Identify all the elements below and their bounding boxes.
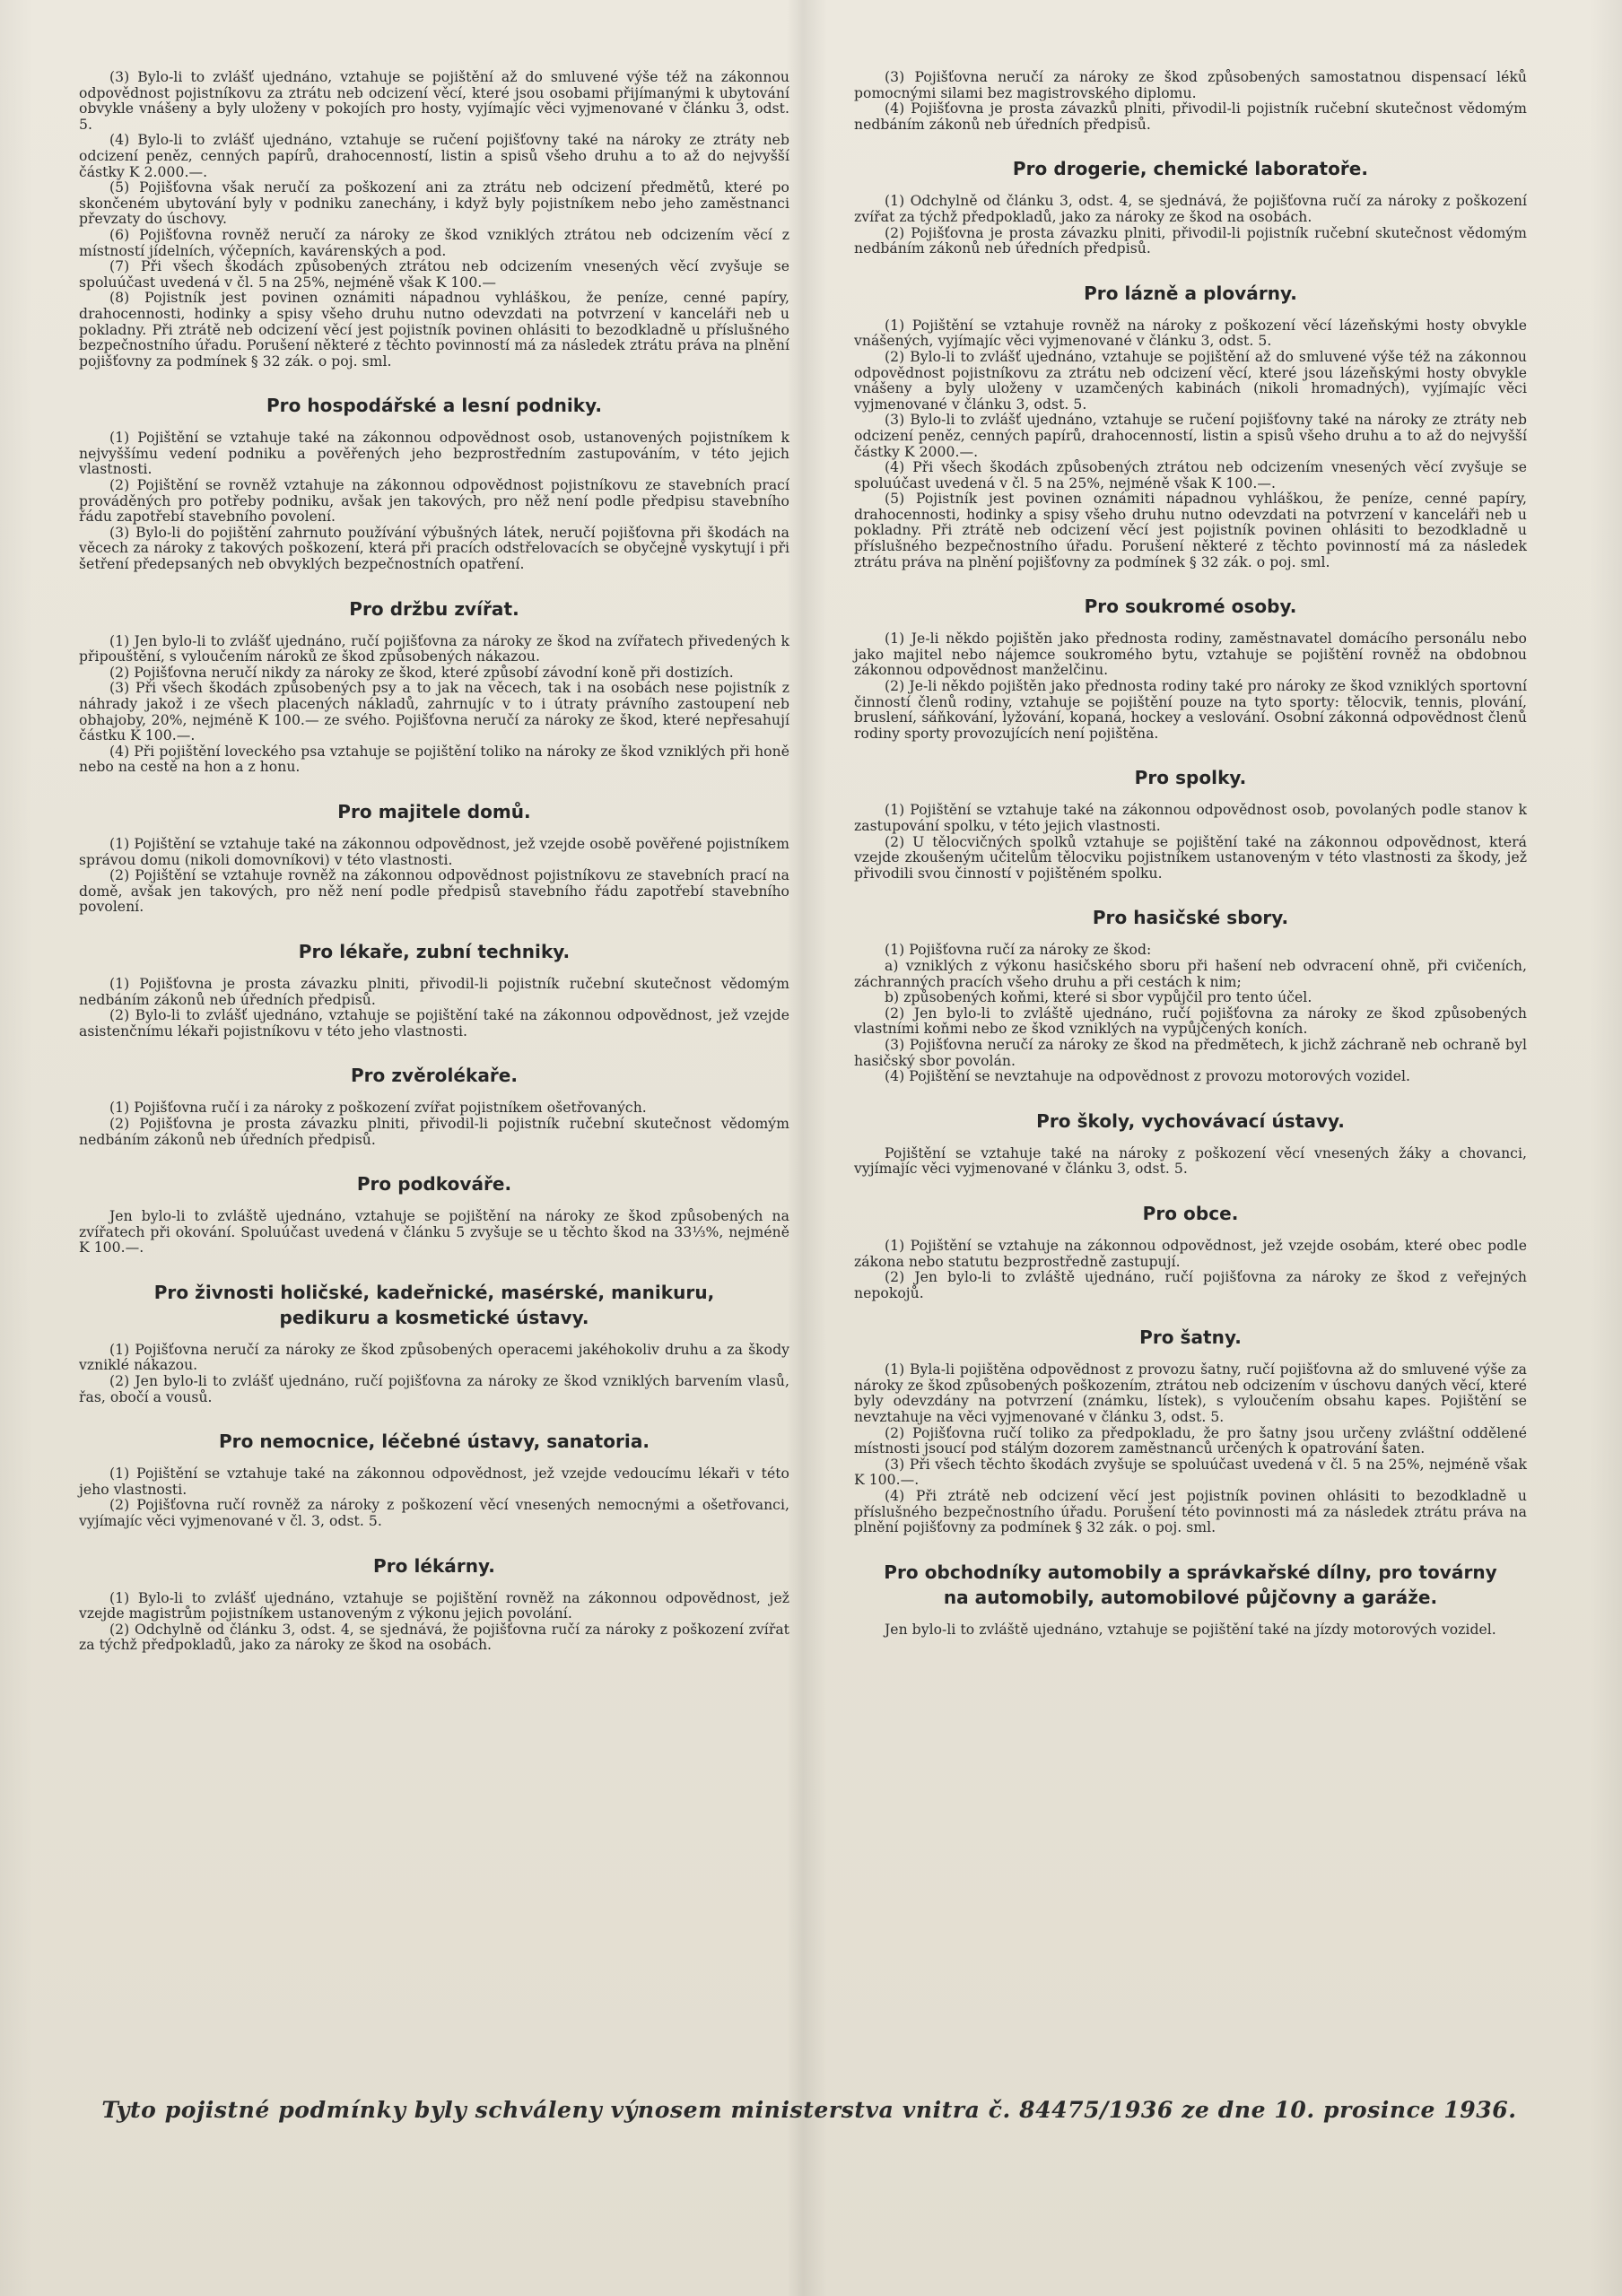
paragraph: (4) Bylo-li to zvlášť ujednáno, vztahuje se ručení pojišťovny také na nároky ze ztráty neb odcizení peněz, cenných papírů, drahocenností, listin a spisů všeho druhu a to až do nejvyšší částky K 2.000.—. <box>79 132 789 180</box>
paragraph: (3) Pojišťovna neručí za nároky ze škod na předmětech, k jichž záchraně neb ochraně byl hasičský sbor povolán. <box>854 1036 1527 1069</box>
paragraph: (4) Při ztrátě neb odcizení věcí jest pojistník povinen ohlásiti to bezodkladně u příslušného bezpečnostního úřadu. Porušení této povinnosti má za následek ztrátu práva na plnění pojišťovny za podmínek § 32 zák. o poj. sml. <box>854 1488 1527 1536</box>
paragraph: (3) Bylo-li to zvlášť ujednáno, vztahuje se ručení pojišťovny také na nároky ze ztráty neb odcizení peněz, cenných papírů, drahocenností, listin a spisů všeho druhu a to až do nejvyšší částky K 2000.—. <box>854 412 1527 460</box>
section-soukrome-osoby <box>854 596 1527 742</box>
section-zverolekare <box>79 1065 789 1148</box>
paragraph: (1) Pojišťovna neručí za nároky ze škod způsobených operacemi jakéhokoliv druhu a za škody vzniklé nákazou. <box>79 1341 789 1374</box>
section-title-continued: na automobily, automobilové půjčovny a garáže. <box>943 1586 1438 1608</box>
section-automobily <box>854 1561 1527 1639</box>
right-intro <box>854 70 1527 133</box>
section-hospodarske <box>79 395 789 572</box>
paragraph: (1) Bylo-li to zvlášť ujednáno, vztahuje se pojištění rovněž na zákonnou odpovědnost, jež vzejde magistrům pojistníkem ustanoveným z výkonu jejich povolání. <box>79 1589 789 1622</box>
paragraph: (2) Pojišťovna neručí nikdy za nároky ze škod, které způsobí závodní koně při dostizích. <box>109 664 734 681</box>
section-title: Pro zvěrolékaře. <box>350 1065 519 1087</box>
section-nemocnice <box>79 1431 789 1529</box>
paragraph: (2) Pojištění se vztahuje rovněž na zákonnou odpovědnost pojistníkovu ze stavebních prací na domě, avšak jen takových, pro něž není podle předpisů stavebního řádu zapotřebí stavebního povolení. <box>79 867 789 916</box>
paragraph: (1) Pojišťovna ručí za nároky ze škod: <box>885 942 1152 959</box>
section-obce <box>854 1203 1527 1301</box>
section-title: Pro podkováře. <box>356 1173 512 1196</box>
paragraph: (4) Pojišťovna je prosta závazků plniti, přivodil-li pojistník ručební skutečnost vědomým nedbáním zákonů neb úředních předpisů. <box>854 100 1527 133</box>
paragraph: (1) Je-li někdo pojištěn jako přednosta rodiny, zaměstnavatel domácího personálu nebo jako majitel nebo nájemce soukromého bytu, vztahuje se pojištění rovněž na obdobnou zákonnou odpovědnost manželčinu. <box>854 631 1527 679</box>
section-majitele-domu <box>79 801 789 916</box>
paragraph: (2) Pojišťovna je prosta závazku plniti, přivodil-li pojistník ručební skutečnost vědomým nedbáním zákonů neb úředních předpisů. <box>79 1115 789 1148</box>
paragraph: (1) Pojištění se vztahuje také na zákonnou odpovědnost, jež vzejde vedoucímu lékaři v této jeho vlastnosti. <box>79 1465 789 1498</box>
paragraph: Jen bylo-li to zvláště ujednáno, vztahuje se pojištění také na jízdy motorových vozidel. <box>885 1621 1496 1638</box>
paragraph: (1) Pojištění se vztahuje také na zákonnou odpovědnost osob, povolaných podle stanov k zastupování spolku, v této jejich vlastnosti. <box>854 802 1527 834</box>
paragraph: (5) Pojišťovna však neručí za poškození ani za ztrátu neb odcizení předmětů, které po skončeném ubytování byly v podniku zanechány, i když byly pojistníkem nebo jeho zaměstnanci převzaty do úschovy. <box>79 179 789 228</box>
section-title: Pro drogerie, chemické laboratoře. <box>1012 158 1369 180</box>
paragraph: (2) Je-li někdo pojištěn jako přednosta rodiny také pro nároky ze škod vzniklých sportovní činností členů rodiny, vztahuje se pojištění pouze na tyto sporty: tělocvik, tennis, plování, bruslení, sáňkování, lyžování, kopaná, hockey a veslování. Osobní zákonná odpovědnost členů rodiny sporty provozujících není pojištěna. <box>854 678 1527 742</box>
section-title: Pro majitele domů. <box>337 800 531 822</box>
paragraph: (2) Pojištění se rovněž vztahuje na zákonnou odpovědnost pojistníkovu ze stavebních prací prováděných pro potřeby podniku, avšak jen takových, pro něž není podle předpisu stavebního řádu zapotřebí stavebního povolení. <box>79 477 789 526</box>
section-spolky <box>854 767 1527 882</box>
section-title: Pro lázně a plovárny. <box>1084 282 1297 304</box>
paragraph: (3) Bylo-li to zvlášť ujednáno, vztahuje se pojištění až do smluvené výše též na zákonnou odpovědnost pojistníkovu za ztrátu neb odcizení věcí, které jsou osobami přijímanými k ubytování obvykle vnášeny a byly uloženy v pokojích pro hosty, vyjímajíc věci vyjmenované v článku 3, odst. 5. <box>79 69 789 133</box>
paragraph: (2) U tělocvičných spolků vztahuje se pojištění také na zákonnou odpovědnost, která vzejde zkoušeným učitelům tělocviku pojistníkem ustanoveným v této vlastnosti za škody, jež přivodili svou činností v pojištěném spolku. <box>854 833 1527 882</box>
section-title: Pro živnosti holičské, kadeřnické, masérské, manikuru, <box>153 1281 715 1303</box>
paragraph: (6) Pojišťovna rovněž neručí za nároky ze škod vzniklých ztrátou neb odcizením věcí z místností jídelních, výčepních, kavárenských a pod. <box>79 226 789 259</box>
section-title: Pro spolky. <box>1134 767 1247 789</box>
paragraph: (2) Pojišťovna ručí toliko za předpokladu, že pro šatny jsou určeny zvláštní oddělené místnosti jsoucí pod stálým dozorem zaměstnanců určených k opatrování šaten. <box>854 1424 1527 1457</box>
section-title: Pro soukromé osoby. <box>1084 596 1297 618</box>
paragraph: Pojištění se vztahuje také na nároky z poškození věcí vnesených žáky a chovanci, vyjímajíc věci vyjmenované v článku 3, odst. 5. <box>854 1144 1527 1178</box>
section-skoly <box>854 1110 1527 1178</box>
paragraph: (1) Pojišťovna je prosta závazku plniti, přivodil-li pojistník ručební skutečnost vědomým nedbáním zákonů neb úředních předpisů. <box>79 975 789 1008</box>
paragraph: (1) Pojištění se vztahuje také na zákonnou odpovědnost, jež vzejde osobě pověřené pojistníkem správou domu (nikoli domovníkovi) v této vlastnosti. <box>79 835 789 868</box>
paragraph: (3) Při všech škodách způsobených psy a to jak na věcech, tak i na osobách nese pojistník z náhrady jakož i ze všech placených nákladů, zahrnujíc v to i útraty právního zastoupení neb obhajoby, 20%, nejméně K 100.— ze svého. Pojišťovna neručí za nároky ze škod, které nepřesahují částku K 100.—. <box>79 680 789 744</box>
section-title-continued: pedikuru a kosmetické ústavy. <box>279 1306 589 1328</box>
section-drogerie <box>854 158 1527 257</box>
section-title: Pro hospodářské a lesní podniky. <box>266 395 603 417</box>
section-title: Pro držbu zvířat. <box>349 597 519 620</box>
paragraph: (3) Bylo-li do pojištění zahrnuto používání výbušných látek, neručí pojišťovna při škodách na věcech za nároky z takových poškození, která při pracích odstřelovacích se obyčejně vyskytují i při šetření předepsaných neb obvyklých bezpečnostních opatření. <box>79 524 789 573</box>
paragraph: (2) Jen bylo-li to zvláště ujednáno, ručí pojišťovna za nároky ze škod způsobených vlastními koňmi nebo ze škod vzniklých na vypůjčených koních. <box>854 1004 1527 1038</box>
paragraph: (4) Při všech škodách způsobených ztrátou neb odcizením vnesených věcí zvyšuje se spoluúčast uvedená v čl. 5 na 25%, nejméně však K 100.—. <box>854 459 1527 491</box>
paragraph: Jen bylo-li to zvláště ujednáno, vztahuje se pojištění na nároky ze škod způsobených na zvířatech při okování. Spoluúčast uvedená v článku 5 zvyšuje se u těchto škod na 33⅓%, nejméně K 100.—. <box>79 1208 789 1257</box>
section-title: Pro hasičské sbory. <box>1092 907 1289 929</box>
section-drzba-zvirat <box>79 598 789 776</box>
paragraph: (2) Bylo-li to zvlášť ujednáno, vztahuje se pojištění také na zákonnou odpovědnost, jež vzejde asistenčnímu lékaři pojistníkovu v této jeho vlastnosti. <box>79 1007 789 1039</box>
paragraph: (4) Pojištění se nevztahuje na odpovědnost z provozu motorových vozidel. <box>885 1068 1411 1085</box>
section-holicske <box>79 1282 789 1405</box>
paragraph: (2) Odchylně od článku 3, odst. 4, se sjednává, že pojišťovna ručí za nároky z poškození zvířat za týchž předpokladů, jako za nároky ze škod na osobách. <box>79 1621 789 1654</box>
section-title: Pro lékárny. <box>373 1554 495 1577</box>
section-lazne <box>854 283 1527 571</box>
paragraph: (1) Pojišťovna ručí i za nároky z poškození zvířat pojistníkem ošetřovaných. <box>109 1100 647 1117</box>
paragraph: (4) Při pojištění loveckého psa vztahuje se pojištění toliko na nároky ze škod vzniklých při honě nebo na cestě na hon a z honu. <box>79 743 789 776</box>
section-title: Pro šatny. <box>1139 1326 1242 1349</box>
paragraph: (7) Při všech škodách způsobených ztrátou neb odcizením vnesených věcí zvyšuje se spoluúčast uvedená v čl. 5 na 25%, nejméně však K 100.— <box>79 258 789 291</box>
section-podkovare <box>79 1173 789 1257</box>
paragraph: (8) Pojistník jest povinen oznámiti nápadnou vyhláškou, že peníze, cenné papíry, drahocennosti, hodinky a spisy všeho druhu nutno odevzdati na potvrzení v kanceláři neb u pokladny. Při ztrátě neb odcizení věcí jest pojistník povinen ohlásiti to bezodkladně u příslušného bezpečnostního úřadu. Porušení některé z těchto povinností má za následek ztrátu práva na plnění pojišťovny za podmínek § 32 zák. o poj. sml. <box>79 290 789 370</box>
section-title: Pro obce. <box>1142 1202 1239 1224</box>
paragraph: a) vzniklých z výkonu hasičského sboru při hašení neb odvracení ohně, při cvičeních, záchranných pracích všeho druhu a při cestách k nim; <box>854 957 1527 990</box>
section-title: Pro nemocnice, léčebné ústavy, sanatoria. <box>218 1431 650 1453</box>
section-title: Pro obchodníky automobily a správkařské dílny, pro továrny <box>884 1561 1497 1583</box>
paragraph: (2) Bylo-li to zvlášť ujednáno, vztahuje se pojištění až do smluvené výše též na zákonnou odpovědnost pojistníkovu za ztrátu neb odcizení věcí, které jsou lázeňskými hosty obvykle vnášeny a byly uloženy v uzamčených kabinách (nikoli hromadných), vyjímajíc věci vyjmenované v článku 3, odst. 5. <box>854 348 1527 413</box>
section-title: Pro lékaře, zubní techniky. <box>298 940 571 962</box>
paragraph: (2) Pojišťovna je prosta závazku plniti, přivodil-li pojistník ručební skutečnost vědomým nedbáním zákonů neb úředních předpisů. <box>854 224 1527 257</box>
section-satny <box>854 1326 1527 1536</box>
paragraph: (1) Pojištění se vztahuje na zákonnou odpovědnost, jež vzejde osobám, které obec podle zákona nebo statutu bezprostředně zastupují. <box>854 1237 1527 1270</box>
paragraph: (1) Byla-li pojištěna odpovědnost z provozu šatny, ručí pojišťovna až do smluvené výše za nároky ze škod způsobených poškozením, ztrátou neb odcizením v úschovu daných věcí, které byly odevzdány na potvrzení (známku, lístek), s vyloučením obsahu kapes. Pojištění se nevztahuje na věci vyjmenované v článku 3, odst. 5. <box>854 1361 1527 1426</box>
approval-footer: Tyto pojistné podmínky byly schváleny výnosem ministerstva vnitra č. 84475/1936 ze dne 10. prosince 1936. <box>101 2097 1517 2123</box>
paragraph: (5) Pojistník jest povinen oznámiti nápadnou vyhláškou, že peníze, cenné papíry, drahocennosti, hodinky a spisy všeho druhu nutno odevzdati na potvrzení v kanceláři neb u pokladny. Při ztrátě neb odcizení věcí jest pojistník povinen ohlásiti to bezodkladně u příslušného bezpečnostního úřadu. Porušení některé z těchto povinností má za následek ztrátu práva na plnění pojišťovny za podmínek § 32 zák. o poj. sml. <box>854 491 1527 570</box>
section-title: Pro školy, vychovávací ústavy. <box>1036 1109 1345 1132</box>
section-lekarny <box>79 1555 789 1654</box>
section-lekare <box>79 941 789 1039</box>
paragraph: (3) Pojišťovna neručí za nároky ze škod způsobených samostatnou dispensací léků pomocnými silami bez magistrovského diplomu. <box>854 69 1527 101</box>
paragraph: (1) Jen bylo-li to zvlášť ujednáno, ručí pojišťovna za nároky ze škod na zvířatech přivedených k připouštění, s vyloučením nároků ze škod způsobených nákazou. <box>79 632 789 665</box>
paragraph: (3) Při všech těchto škodách zvyšuje se spoluúčast uvedená v čl. 5 na 25%, nejméně však K 100.—. <box>854 1456 1527 1489</box>
paragraph: b) způsobených koňmi, které si sbor vypůjčil pro tento účel. <box>885 989 1312 1006</box>
section-hasicske-sbory <box>854 907 1527 1084</box>
paragraph: (2) Pojišťovna ručí rovněž za nároky z poškození věcí vnesených nemocnými a ošetřovanci, vyjímajíc věci vyjmenované v čl. 3, odst. 5. <box>79 1497 789 1530</box>
paragraph: (1) Odchylně od článku 3, odst. 4, se sjednává, že pojišťovna ručí za nároky z poškození zvířat za týchž předpokladů, jako za nároky ze škod na osobách. <box>854 193 1527 225</box>
paragraph: (2) Jen bylo-li to zvlášť ujednáno, ručí pojišťovna za nároky ze škod vzniklých barvením vlasů, řas, obočí a vousů. <box>79 1373 789 1405</box>
left-intro <box>79 70 789 370</box>
left-column <box>79 70 789 1654</box>
paragraph: (2) Jen bylo-li to zvláště ujednáno, ručí pojišťovna za nároky ze škod z veřejných nepokojů. <box>854 1269 1527 1301</box>
right-column <box>854 70 1527 1638</box>
paragraph: (1) Pojištění se vztahuje rovněž na nároky z poškození věcí lázeňskými hosty obvykle vnášených, vyjímajíc věci vyjmenované v článku 3, odst. 5. <box>854 317 1527 350</box>
paragraph: (1) Pojištění se vztahuje také na zákonnou odpovědnost osob, ustanovených pojistníkem k nejvyššímu vedení podniku a pověřených jeho bezprostředním zastupováním, v této jejich vlastnosti. <box>79 430 789 478</box>
